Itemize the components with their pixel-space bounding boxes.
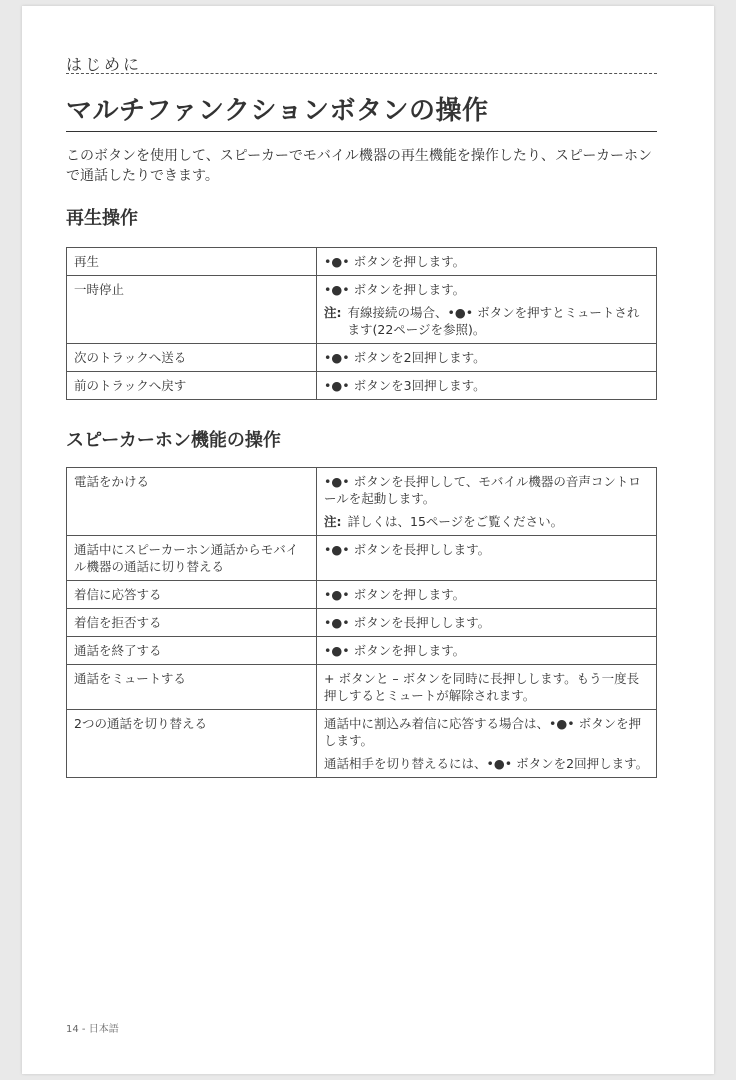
description-cell bbox=[317, 581, 657, 609]
description-text: •●• ボタンを押します。 bbox=[324, 643, 466, 658]
description-cell bbox=[317, 344, 657, 372]
table-row bbox=[67, 581, 657, 609]
description-cell bbox=[317, 536, 657, 581]
description-text: •●• ボタンを押します。 bbox=[324, 282, 466, 297]
section-label: はじめに bbox=[66, 55, 143, 74]
speakerphone-heading: スピーカーホン機能の操作 bbox=[66, 430, 281, 451]
action-cell: 通話を終了する bbox=[67, 637, 317, 665]
description-text: •●• ボタンを3回押します。 bbox=[324, 378, 486, 393]
description-text: 通話中に割込み着信に応答する場合は、•●• ボタンを押します。 bbox=[324, 716, 642, 748]
table-row bbox=[67, 710, 657, 778]
action-cell: 通話をミュートする bbox=[67, 665, 317, 710]
description-text: •●• ボタンを2回押します。 bbox=[324, 350, 486, 365]
action-cell: 通話中にスピーカーホン通話からモバイル機器の通話に切り替える bbox=[67, 536, 317, 581]
description-cell bbox=[317, 609, 657, 637]
action-cell: 次のトラックへ送る bbox=[67, 344, 317, 372]
note bbox=[324, 513, 649, 530]
table-row bbox=[67, 665, 657, 710]
action-cell: 前のトラックへ戻す bbox=[67, 372, 317, 400]
description-cell bbox=[317, 637, 657, 665]
note-text: 詳しくは、15ページをご覧ください。 bbox=[347, 514, 564, 529]
description-text: + ボタンと – ボタンを同時に長押しします。もう一度長押しするとミュートが解除されます。 bbox=[324, 671, 640, 703]
table-row bbox=[67, 248, 657, 276]
description-cell bbox=[317, 665, 657, 710]
document-page bbox=[22, 6, 714, 1074]
action-cell: 着信を拒否する bbox=[67, 609, 317, 637]
description-cell bbox=[317, 468, 657, 536]
page-title: マルチファンクションボタンの操作 bbox=[66, 90, 657, 132]
description-text: •●• ボタンを押します。 bbox=[324, 587, 466, 602]
table-row bbox=[67, 637, 657, 665]
action-cell: 再生 bbox=[67, 248, 317, 276]
speakerphone-table bbox=[66, 467, 657, 778]
playback-table bbox=[66, 247, 657, 400]
playback-heading: 再生操作 bbox=[66, 208, 138, 229]
table-row bbox=[67, 344, 657, 372]
note-label: 注: bbox=[324, 514, 342, 529]
note-label: 注: bbox=[324, 305, 342, 320]
action-cell: 一時停止 bbox=[67, 276, 317, 344]
intro-paragraph: このボタンを使用して、スピーカーでモバイル機器の再生機能を操作したり、スピーカーホンで通話したりできます。 bbox=[66, 148, 653, 184]
description-cell bbox=[317, 276, 657, 344]
description-text: •●• ボタンを押します。 bbox=[324, 254, 466, 269]
note bbox=[324, 304, 649, 338]
table-row bbox=[67, 468, 657, 536]
description-cell bbox=[317, 372, 657, 400]
action-cell: 電話をかける bbox=[67, 468, 317, 536]
description-cell bbox=[317, 710, 657, 778]
description-text: 通話相手を切り替えるには、•●• ボタンを2回押します。 bbox=[324, 756, 649, 771]
action-cell: 着信に応答する bbox=[67, 581, 317, 609]
dashed-divider bbox=[66, 73, 657, 74]
table-row bbox=[67, 372, 657, 400]
description-text: •●• ボタンを長押しします。 bbox=[324, 615, 491, 630]
description-cell bbox=[317, 248, 657, 276]
description-text: •●• ボタンを長押しします。 bbox=[324, 542, 491, 557]
description-text: •●• ボタンを長押しして、モバイル機器の音声コントロールを起動します。 bbox=[324, 474, 641, 506]
table-row bbox=[67, 536, 657, 581]
note-text: 有線接続の場合、•●• ボタンを押すとミュートされます(22ページを参照)。 bbox=[347, 305, 640, 337]
page-footer: 14 - 日本語 bbox=[66, 1024, 119, 1035]
table-row bbox=[67, 276, 657, 344]
table-row bbox=[67, 609, 657, 637]
action-cell: 2つの通話を切り替える bbox=[67, 710, 317, 778]
